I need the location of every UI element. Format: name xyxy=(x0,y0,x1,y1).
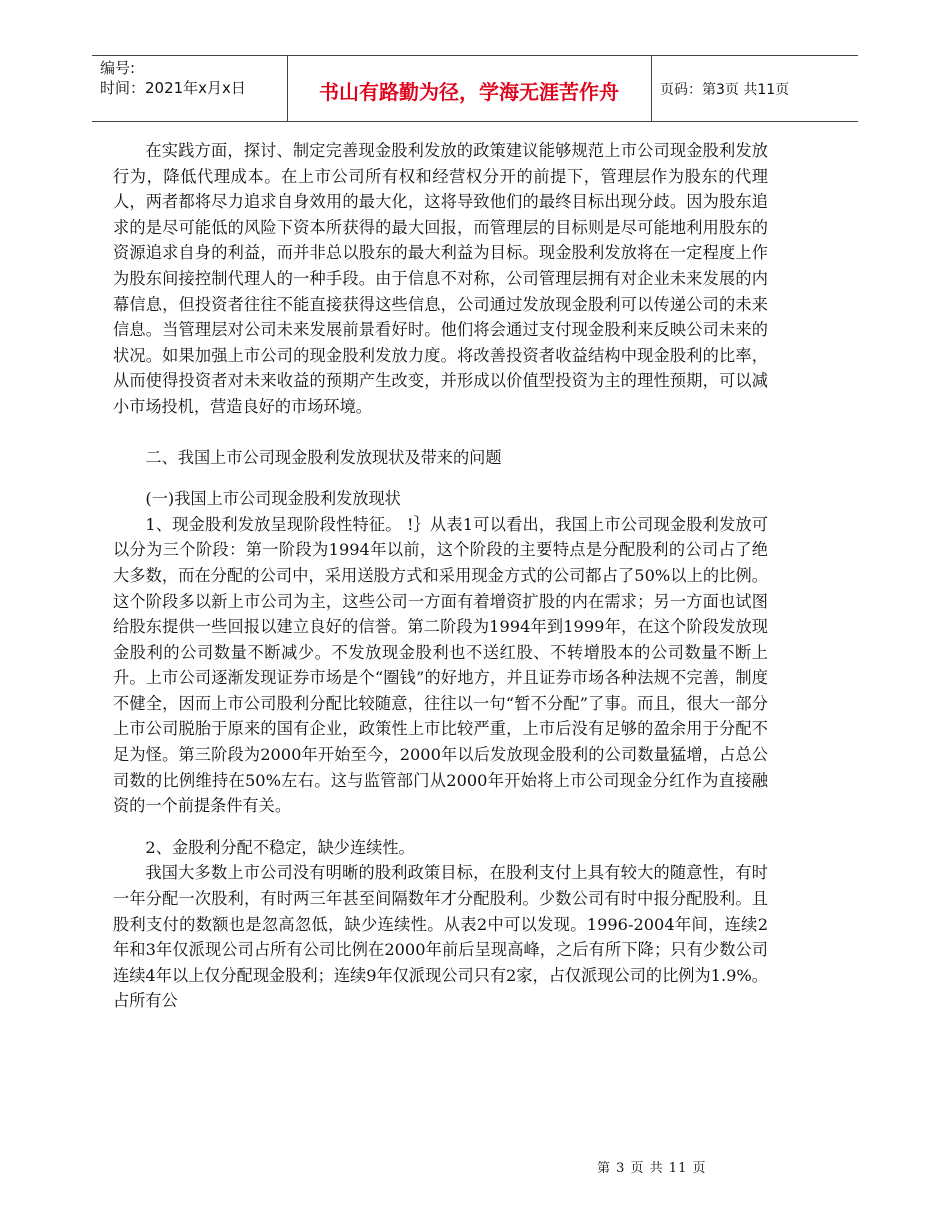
header-meta xyxy=(100,58,246,98)
paragraph-3: 2、金股利分配不稳定，缺少连续性。 xyxy=(145,837,415,857)
header-top-rule xyxy=(92,55,858,56)
document-body xyxy=(113,138,768,1014)
header-divider-right xyxy=(651,55,652,121)
header-motto: 书山有路勤为径，学海无涯苦作舟 xyxy=(319,80,619,104)
header-code-label: 编号: xyxy=(100,59,136,77)
paragraph-4: 我国大多数上市公司没有明晰的股利政策目标，在股利支付上具有较大的随意性，有时一年分配一次股利，有时两三年甚至间隔数年才分配股利。少数公司有时中报分配股利。且股利支付的数额也是忽高忽低，缺少连续性。从表2中可以发现。1996-2004年间，连续2年和3年仅派现公司占所有公司比例在2000年前后呈现高峰，之后有所下降；只有少数公司连续4年以上仅分配现金股利；连续9年仅派现公司只有2家，占仅派现公司的比例为1.9%。占所有公 xyxy=(113,863,768,1011)
subsection-heading-1: (一)我国上市公司现金股利发放现状 xyxy=(145,489,401,509)
header-time-label: 时间：2021年x月x日 xyxy=(100,79,246,97)
section-heading-2: 二、我国上市公司现金股利发放现状及带来的问题 xyxy=(145,447,502,467)
paragraph-2: 1、现金股利发放呈现阶段性特征。 !｝从表1可以看出，我国上市公司现金股利发放可以分为三个阶段：第一阶段为1994年以前，这个阶段的主要特点是分配股利的公司占了绝大多数，而在分配的公司中，采用送股方式和采用现金方式的公司都占了50%以上的比例。这个阶段多以新上市公司为主，这些公司一方面有着增资扩股的内在需求；另一方面也试图给股东提供一些回报以建立良好的信誉。第二阶段为1994年到1999年，在这个阶段发放现金股利的公司数量不断减少。不发放现金股利也不送红股、不转增股本的公司数量不断上升。上市公司逐渐发现证券市场是个“圈钱”的好地方，并且证券市场各种法规不完善，制度不健全，因而上市公司股利分配比较随意，往往以一句“暂不分配”了事。而且，很大一部分上市公司脱胎于原来的国有企业，政策性上市比较严重，上市后没有足够的盈余用于分配不足为怪。第三阶段为2000年开始至今，2000年以后发放现金股利的公司数量猛增，占总公司数的比例维持在50%左右。这与监管部门从2000年开始将上市公司现金分红作为直接融资的一个前提条件有关。 xyxy=(113,514,768,816)
page-footer: 第 3 页 共 11 页 xyxy=(597,1161,707,1176)
header-bottom-rule xyxy=(92,121,858,122)
paragraph-1: 在实践方面，探讨、制定完善现金股利发放的政策建议能够规范上市公司现金股利发放行为，降低代理成本。在上市公司所有权和经营权分开的前提下，管理层作为股东的代理人，两者都将尽力追求自身效用的最大化，这将导致他们的最终目标出现分歧。因为股东追求的是尽可能低的风险下资本所获得的最大回报，而管理层的目标则是尽可能地利用股东的资源追求自身的利益，而并非总以股东的最大利益为目标。现金股利发放将在一定程度上作为股东间接控制代理人的一种手段。由于信息不对称，公司管理层拥有对企业未来发展的内幕信息，但投资者往往不能直接获得这些信息，公司通过发放现金股利可以传递公司的未来信息。当管理层对公司未来发展前景看好时。他们将会通过支付现金股利来反映公司未来的状况。如果加强上市公司的现金股利发放力度。将改善投资者收益结构中现金股利的比率，从而使得投资者对未来收益的预期产生改变，并形成以价值型投资为主的理性预期，可以减小市场投机，营造良好的市场环境。 xyxy=(113,141,768,416)
header-page-info: 页码：第3页 共11页 xyxy=(660,82,790,98)
